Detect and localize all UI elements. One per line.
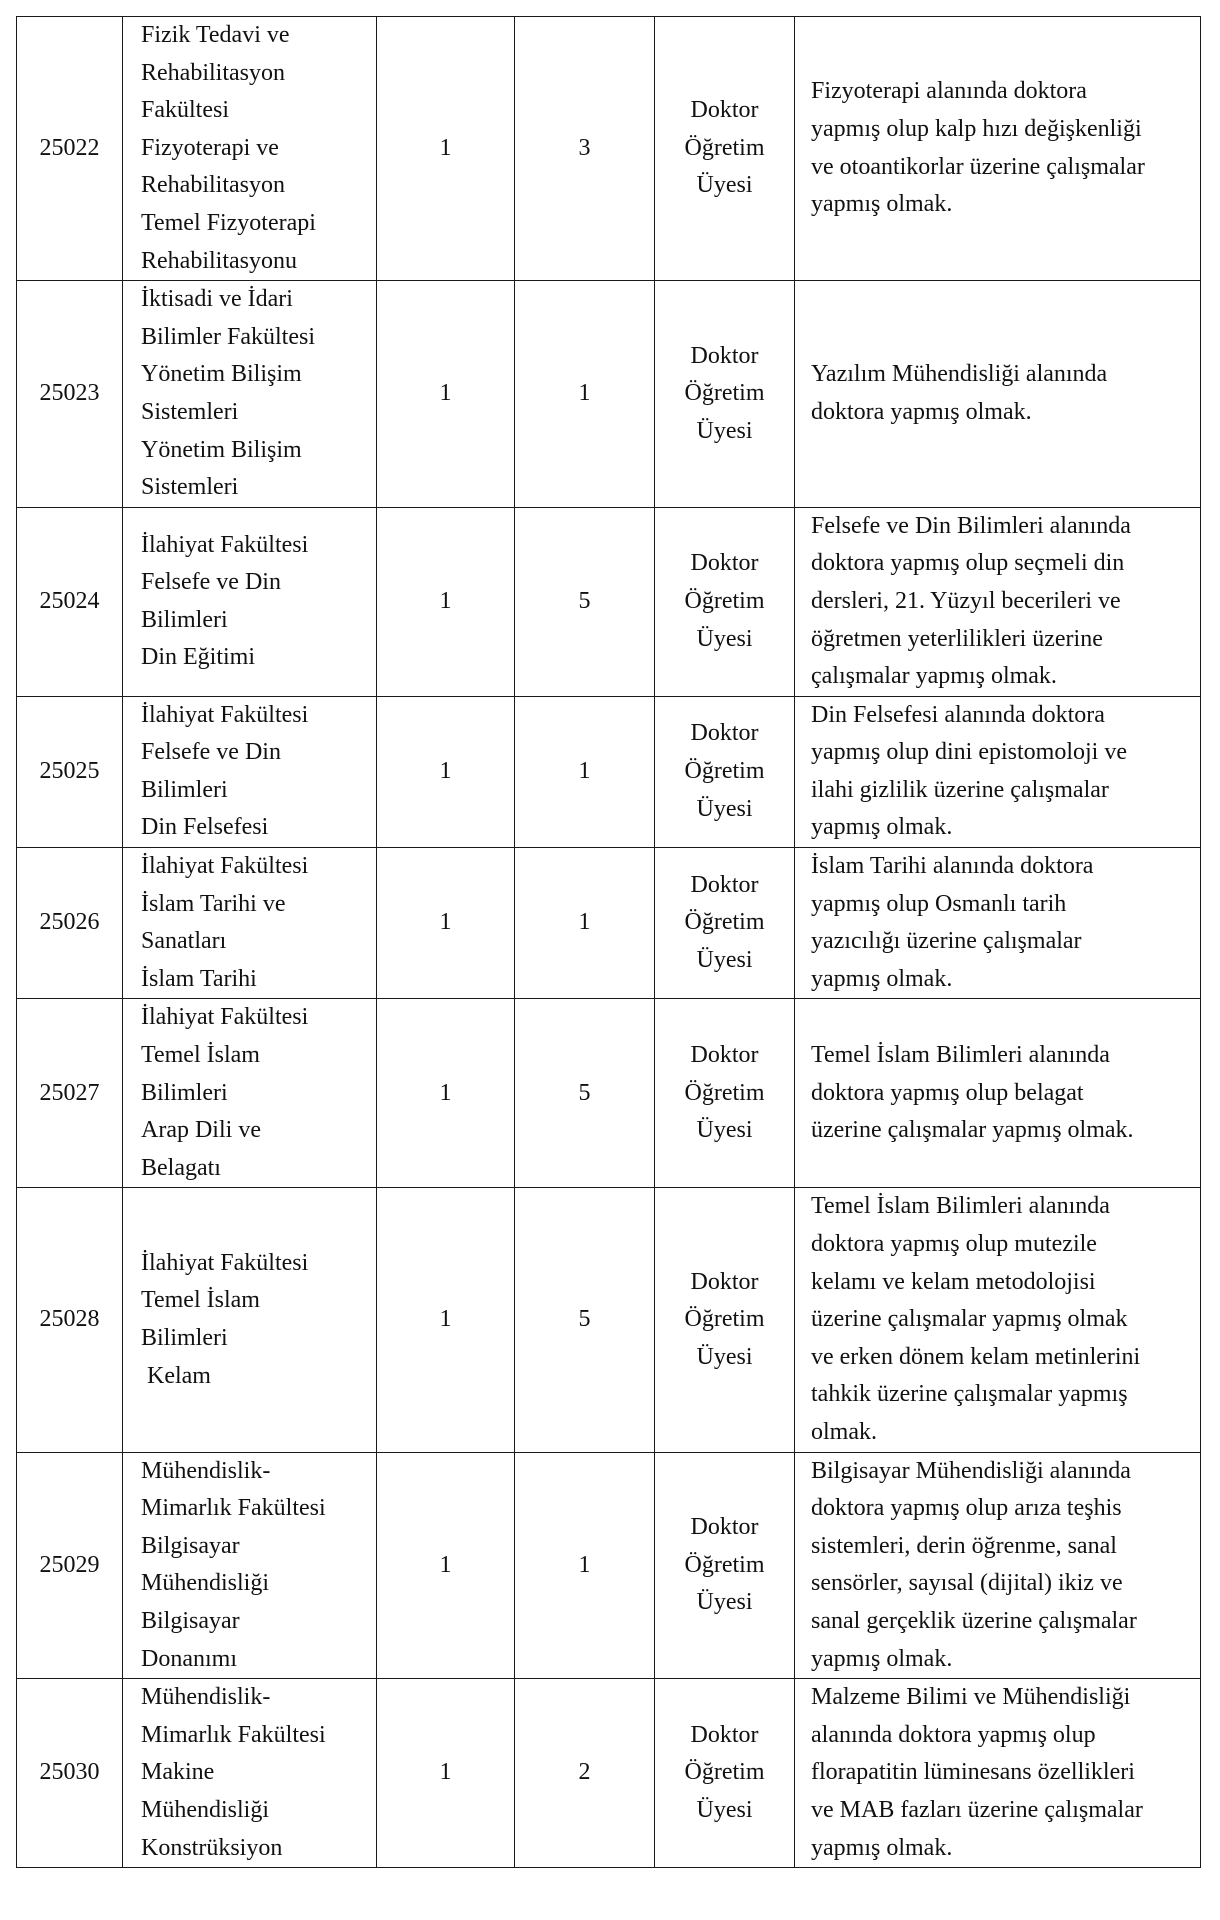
position-code: 25027 — [17, 999, 123, 1188]
table-row — [17, 1679, 1201, 1868]
position-code: 25023 — [17, 281, 123, 508]
count-second: 2 — [515, 1679, 655, 1868]
unit-line: Felsefe ve Din — [141, 569, 281, 596]
position-code: 25024 — [17, 507, 123, 696]
academic-unit — [123, 281, 377, 508]
requirement-line: sensörler, sayısal (dijital) ikiz ve — [811, 1570, 1123, 1597]
title-line: Üyesi — [696, 795, 753, 822]
title-line: Doktor — [690, 550, 759, 577]
count-first: 1 — [377, 1188, 515, 1452]
unit-line: Felsefe ve Din — [141, 739, 281, 766]
unit-line: Sistemleri — [141, 474, 239, 501]
title-line: Doktor — [690, 720, 759, 747]
title-line: Öğretim — [684, 1759, 765, 1786]
title-line: Öğretim — [684, 134, 765, 161]
unit-line: İlahiyat Fakültesi — [141, 853, 309, 880]
unit-line: Kelam — [141, 1362, 211, 1389]
requirement-line: Temel İslam Bilimleri alanında — [811, 1193, 1110, 1220]
requirement-line: sistemleri, derin öğrenme, sanal — [811, 1532, 1117, 1559]
academic-title — [655, 848, 795, 999]
academic-unit — [123, 1452, 377, 1679]
unit-line: Mimarlık Fakültesi — [141, 1495, 326, 1522]
title-line: Üyesi — [696, 417, 753, 444]
title-line: Doktor — [690, 1042, 759, 1069]
title-line: Üyesi — [696, 947, 753, 974]
unit-line: Bilgisayar — [141, 1532, 240, 1559]
academic-unit — [123, 696, 377, 847]
count-first: 1 — [377, 1679, 515, 1868]
requirement-line: florapatitin lüminesans özellikleri — [811, 1759, 1135, 1786]
academic-unit — [123, 1188, 377, 1452]
count-second: 1 — [515, 696, 655, 847]
requirement-line: yapmış olmak. — [811, 1834, 953, 1861]
count-second: 1 — [515, 848, 655, 999]
academic-title — [655, 1188, 795, 1452]
requirement-line: doktora yapmış olup mutezile — [811, 1231, 1097, 1257]
title-line: Üyesi — [696, 172, 753, 199]
title-line: Öğretim — [684, 1306, 765, 1333]
requirements — [795, 999, 1201, 1188]
unit-line: Arap Dili ve — [141, 1117, 261, 1144]
requirement-line: dersleri, 21. Yüzyıl becerileri ve — [811, 587, 1121, 614]
requirement-line: ve erken dönem kelam metinlerini — [811, 1343, 1141, 1370]
unit-line: Belagatı — [141, 1154, 221, 1181]
requirement-line: Yazılım Mühendisliği alanında — [811, 361, 1108, 388]
requirement-line: kelamı ve kelam metodolojisi — [811, 1268, 1096, 1295]
requirements — [795, 1452, 1201, 1679]
unit-line: Rehabilitasyon — [141, 172, 285, 199]
requirement-line: doktora yapmış olup arıza teşhis — [811, 1495, 1122, 1522]
academic-unit — [123, 507, 377, 696]
unit-line: Yönetim Bilişim — [141, 436, 302, 463]
title-line: Doktor — [690, 1268, 759, 1295]
unit-line: Mühendislik- — [141, 1684, 271, 1711]
title-line: Öğretim — [684, 587, 765, 614]
requirement-line: yapmış olup dini epistomoloji ve — [811, 739, 1127, 766]
academic-unit — [123, 999, 377, 1188]
requirements — [795, 1679, 1201, 1868]
title-line: Üyesi — [696, 625, 753, 652]
positions-table — [16, 16, 1201, 1868]
count-first: 1 — [377, 507, 515, 696]
unit-line: Temel Fizyoterapi — [141, 209, 316, 236]
academic-title — [655, 999, 795, 1188]
requirement-line: Fizyoterapi alanında doktora — [811, 78, 1087, 105]
title-line: Doktor — [690, 871, 759, 898]
count-second: 3 — [515, 17, 655, 281]
requirement-line: doktora yapmış olmak. — [811, 398, 1032, 425]
academic-unit — [123, 1679, 377, 1868]
table-row — [17, 17, 1201, 281]
unit-line: Rehabilitasyon — [141, 59, 285, 86]
unit-line: Bilimler Fakültesi — [141, 323, 315, 350]
table-row — [17, 696, 1201, 847]
unit-line: İlahiyat Fakültesi — [141, 701, 309, 728]
unit-line: İslam Tarihi ve — [141, 890, 286, 917]
academic-title — [655, 696, 795, 847]
requirement-line: ilahi gizlilik üzerine çalışmalar — [811, 776, 1109, 803]
requirement-line: öğretmen yeterlilikleri üzerine — [811, 625, 1103, 652]
unit-line: Din Eğitimi — [141, 644, 255, 671]
unit-line: İlahiyat Fakültesi — [141, 531, 309, 558]
requirements — [795, 848, 1201, 999]
academic-title — [655, 281, 795, 508]
title-line: Üyesi — [696, 1117, 753, 1144]
unit-line: Mühendisliği — [141, 1796, 270, 1823]
unit-line: Sistemleri — [141, 398, 239, 425]
unit-line: Rehabilitasyonu — [141, 247, 297, 274]
academic-title — [655, 1452, 795, 1679]
unit-line: Konstrüksiyon — [141, 1834, 283, 1861]
unit-line: İlahiyat Fakültesi — [141, 1004, 309, 1031]
unit-line: Bilimleri — [141, 606, 228, 633]
count-first: 1 — [377, 848, 515, 999]
unit-line: Donanımı — [141, 1645, 237, 1672]
requirement-line: doktora yapmış olup seçmeli din — [811, 550, 1125, 577]
title-line: Üyesi — [696, 1589, 753, 1616]
requirement-line: Malzeme Bilimi ve Mühendisliği — [811, 1684, 1131, 1711]
position-code: 25028 — [17, 1188, 123, 1452]
table-row — [17, 999, 1201, 1188]
position-code: 25025 — [17, 696, 123, 847]
academic-title — [655, 17, 795, 281]
unit-line: Fizik Tedavi ve — [141, 22, 290, 48]
requirement-line: Felsefe ve Din Bilimleri alanında — [811, 512, 1131, 539]
table-row — [17, 281, 1201, 508]
unit-line: Bilimleri — [141, 1324, 228, 1351]
requirement-line: Din Felsefesi alanında doktora — [811, 701, 1105, 728]
requirement-line: doktora yapmış olup belagat — [811, 1079, 1084, 1106]
title-line: Öğretim — [684, 758, 765, 785]
title-line: Öğretim — [684, 909, 765, 936]
requirement-line: ve otoantikorlar üzerine çalışmalar — [811, 153, 1145, 180]
requirement-line: tahkik üzerine çalışmalar yapmış — [811, 1381, 1128, 1408]
unit-line: Sanatları — [141, 928, 227, 955]
requirement-line: İslam Tarihi alanında doktora — [811, 853, 1094, 880]
count-second: 5 — [515, 507, 655, 696]
unit-line: İktisadi ve İdari — [141, 286, 293, 313]
position-code: 25029 — [17, 1452, 123, 1679]
count-first: 1 — [377, 281, 515, 508]
requirement-line: üzerine çalışmalar yapmış olmak. — [811, 1117, 1134, 1144]
requirements — [795, 507, 1201, 696]
requirement-line: Bilgisayar Mühendisliği alanında — [811, 1457, 1131, 1484]
unit-line: Mühendisliği — [141, 1570, 270, 1597]
requirements — [795, 696, 1201, 847]
title-line: Öğretim — [684, 1079, 765, 1106]
title-line: Üyesi — [696, 1343, 753, 1370]
count-second: 5 — [515, 999, 655, 1188]
title-line: Öğretim — [684, 1551, 765, 1578]
unit-line: Mimarlık Fakültesi — [141, 1721, 326, 1748]
title-line: Doktor — [690, 1513, 759, 1540]
requirements — [795, 1188, 1201, 1452]
position-code: 25030 — [17, 1679, 123, 1868]
position-code: 25026 — [17, 848, 123, 999]
unit-line: Fizyoterapi ve — [141, 134, 279, 161]
academic-unit — [123, 848, 377, 999]
unit-line: Fakültesi — [141, 97, 229, 124]
requirement-line: olmak. — [811, 1418, 877, 1445]
title-line: Doktor — [690, 1721, 759, 1748]
unit-line: Temel İslam — [141, 1042, 260, 1069]
requirement-line: üzerine çalışmalar yapmış olmak — [811, 1306, 1128, 1333]
unit-line: İlahiyat Fakültesi — [141, 1249, 309, 1276]
table-row — [17, 1188, 1201, 1452]
academic-title — [655, 507, 795, 696]
requirement-line: çalışmalar yapmış olmak. — [811, 663, 1057, 690]
requirements — [795, 281, 1201, 508]
unit-line: Din Felsefesi — [141, 814, 269, 841]
title-line: Doktor — [690, 342, 759, 369]
count-first: 1 — [377, 1452, 515, 1679]
table-row — [17, 1452, 1201, 1679]
table-body — [17, 17, 1201, 1868]
requirement-line: alanında doktora yapmış olup — [811, 1721, 1096, 1748]
unit-line: Bilimleri — [141, 776, 228, 803]
requirement-line: Temel İslam Bilimleri alanında — [811, 1042, 1110, 1069]
count-second: 1 — [515, 1452, 655, 1679]
requirement-line: yapmış olup kalp hızı değişkenliği — [811, 115, 1142, 142]
unit-line: Yönetim Bilişim — [141, 361, 302, 388]
academic-unit — [123, 17, 377, 281]
requirement-line: sanal gerçeklik üzerine çalışmalar — [811, 1607, 1137, 1634]
table-row — [17, 507, 1201, 696]
requirement-line: yapmış olmak. — [811, 814, 953, 841]
table-row — [17, 848, 1201, 999]
requirement-line: yazıcılığı üzerine çalışmalar — [811, 928, 1082, 955]
count-second: 1 — [515, 281, 655, 508]
title-line: Doktor — [690, 97, 759, 124]
requirement-line: yapmış olmak. — [811, 965, 953, 992]
unit-line: Makine — [141, 1759, 215, 1786]
title-line: Üyesi — [696, 1796, 753, 1823]
requirement-line: yapmış olup Osmanlı tarih — [811, 890, 1067, 917]
academic-title — [655, 1679, 795, 1868]
unit-line: Bilgisayar — [141, 1607, 240, 1634]
requirement-line: yapmış olmak. — [811, 1645, 953, 1672]
count-first: 1 — [377, 17, 515, 281]
unit-line: Bilimleri — [141, 1079, 228, 1106]
count-first: 1 — [377, 696, 515, 847]
count-second: 5 — [515, 1188, 655, 1452]
unit-line: İslam Tarihi — [141, 965, 257, 992]
requirement-line: yapmış olmak. — [811, 191, 953, 218]
count-first: 1 — [377, 999, 515, 1188]
requirement-line: ve MAB fazları üzerine çalışmalar — [811, 1796, 1143, 1823]
unit-line: Temel İslam — [141, 1287, 260, 1314]
requirements — [795, 17, 1201, 281]
position-code: 25022 — [17, 17, 123, 281]
unit-line: Mühendislik- — [141, 1457, 271, 1484]
title-line: Öğretim — [684, 380, 765, 407]
